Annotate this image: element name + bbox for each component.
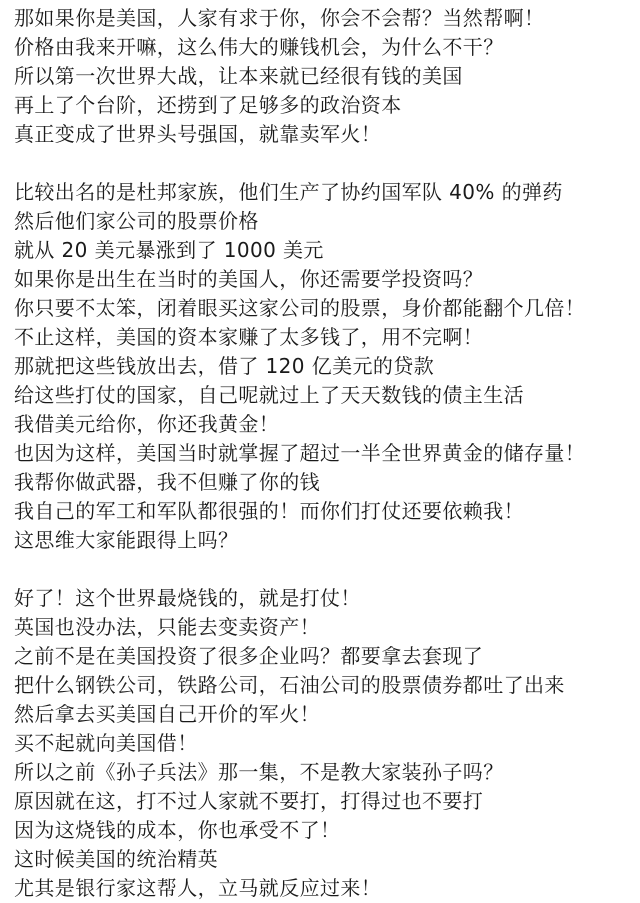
text-line: 原因就在这，打不过人家就不要打，打得过也不要打: [14, 789, 484, 813]
text-line: 就从 20 美元暴涨到了 1000 美元: [14, 238, 324, 262]
paragraph-1: [14, 4, 634, 149]
text-line: 比较出名的是杜邦家族，他们生产了协约国军队 40% 的弹药: [14, 180, 563, 204]
text-line: 真正变成了世界头号强国，就靠卖军火！: [14, 122, 382, 146]
text-line: 所以之前《孙子兵法》那一集，不是教大家装孙子吗？: [14, 760, 504, 784]
text-line: 这时候美国的统治精英: [14, 847, 218, 871]
text-line: 如果你是出生在当时的美国人，你还需要学投资吗？: [14, 267, 484, 291]
text-line: 买不起就向美国借！: [14, 731, 198, 755]
text-line: 价格由我来开嘛，这么伟大的赚钱机会，为什么不干？: [14, 35, 504, 59]
text-line: 把什么钢铁公司，铁路公司，石油公司的股票债券都吐了出来: [14, 673, 565, 697]
text-line: 那如果你是美国，人家有求于你，你会不会帮？当然帮啊！: [14, 6, 545, 30]
text-line: 我借美元给你，你还我黄金！: [14, 412, 280, 436]
text-line: 之前不是在美国投资了很多企业吗？都要拿去套现了: [14, 644, 484, 668]
text-line: 我帮你做武器，我不但赚了你的钱: [14, 470, 320, 494]
paragraph-3: [14, 584, 634, 903]
text-line: 也因为这样，美国当时就掌握了超过一半全世界黄金的储存量！: [14, 441, 586, 465]
document-body: [14, 0, 634, 903]
text-line: 你只要不太笨，闭着眼买这家公司的股票，身价都能翻个几倍！: [14, 296, 586, 320]
text-line: 给这些打仗的国家，自己呢就过上了天天数钱的债主生活: [14, 383, 524, 407]
text-line: 因为这烧钱的成本，你也承受不了！: [14, 818, 341, 842]
text-line: 好了！这个世界最烧钱的，就是打仗！: [14, 586, 361, 610]
text-line: 然后拿去买美国自己开价的军火！: [14, 702, 320, 726]
text-line: 再上了个台阶，还捞到了足够多的政治资本: [14, 93, 402, 117]
text-line: 英国也没办法，只能去变卖资产！: [14, 615, 320, 639]
text-line: 然后他们家公司的股票价格: [14, 209, 259, 233]
text-line: 尤其是银行家这帮人，立马就反应过来！: [14, 876, 382, 900]
paragraph-2: [14, 178, 634, 555]
text-line: 这思维大家能跟得上吗？: [14, 528, 239, 552]
text-line: 我自己的军工和军队都很强的！而你们打仗还要依赖我！: [14, 499, 524, 523]
text-line: 那就把这些钱放出去，借了 120 亿美元的贷款: [14, 354, 435, 378]
text-line: 所以第一次世界大战，让本来就已经很有钱的美国: [14, 64, 463, 88]
text-line: 不止这样，美国的资本家赚了太多钱了，用不完啊！: [14, 325, 484, 349]
